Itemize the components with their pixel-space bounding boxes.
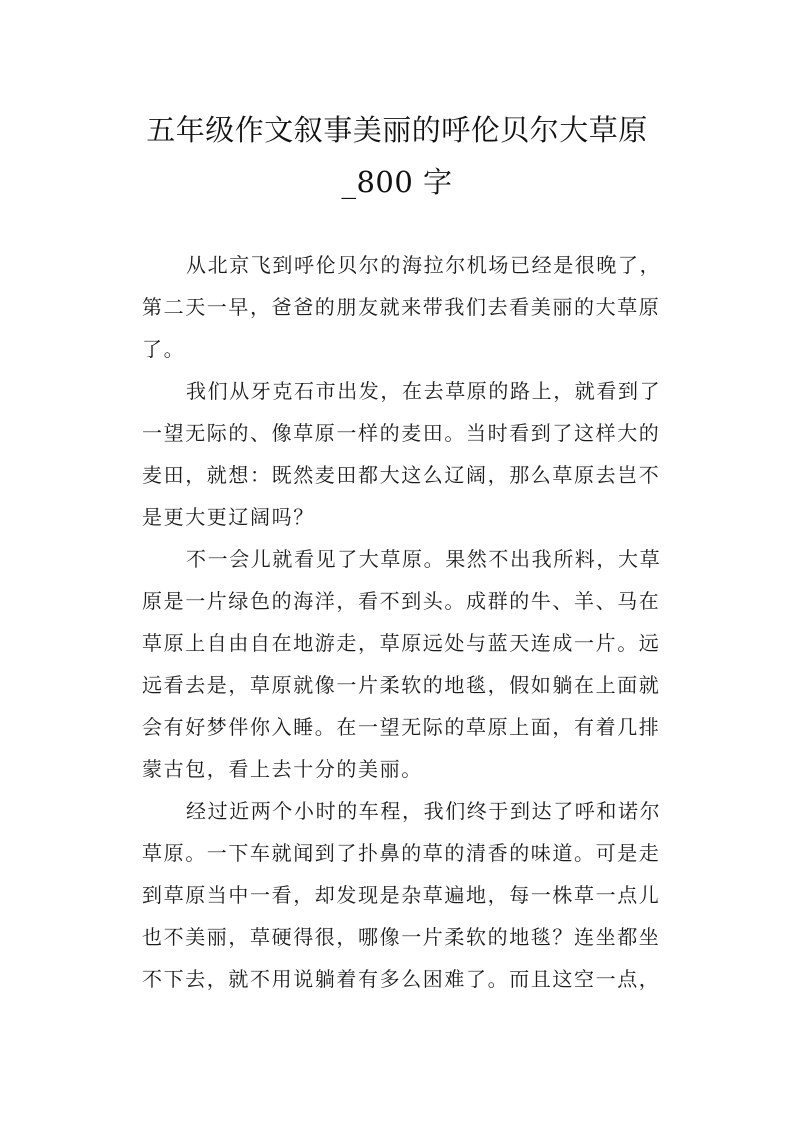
text-line: 蒙古包，看上去十分的美丽。 (142, 757, 423, 781)
text-line: 草原。一下车就闻到了扑鼻的草的清香的味道。可是走 (142, 841, 661, 865)
paragraph-4 (142, 790, 664, 1000)
text-line: 从北京飞到呼伦贝尔的海拉尔机场已经是很晚了， (186, 253, 662, 277)
text-line: 是更大更辽阔吗？ (142, 505, 315, 529)
page-title (100, 104, 694, 208)
text-line: 了。 (142, 337, 186, 361)
text-line: 不一会儿就看见了大草原。果然不出我所料，大草 (186, 547, 662, 571)
text-line: 到草原当中一看，却发现是杂草遍地，每一株草一点儿 (142, 883, 661, 907)
title-line-1: 五年级作文叙事美丽的呼伦贝尔大草原 (146, 113, 648, 147)
text-line: 原是一片绿色的海洋，看不到头。成群的牛、羊、马在 (142, 589, 661, 613)
text-line: 我们从牙克石市出发，在去草原的路上，就看到了 (186, 379, 662, 403)
paragraph-1 (142, 244, 664, 370)
text-line: 不下去，就不用说躺着有多么困难了。而且这空一点， (142, 967, 661, 991)
paragraph-3 (142, 538, 664, 790)
text-line: 也不美丽，草硬得很，哪像一片柔软的地毯？连坐都坐 (142, 925, 661, 949)
text-line: 经过近两个小时的车程，我们终于到达了呼和诺尔 (186, 799, 662, 823)
text-line: 草原上自由自在地游走，草原远处与蓝天连成一片。远 (142, 631, 661, 655)
title-line-2: _800 字 (341, 165, 453, 199)
paragraph-2 (142, 370, 664, 538)
text-line: 会有好梦伴你入睡。在一望无际的草原上面，有着几排 (142, 715, 661, 739)
text-line: 第二天一早，爸爸的朋友就来带我们去看美丽的大草原 (142, 295, 661, 319)
text-line: 远看去是，草原就像一片柔软的地毯，假如躺在上面就 (142, 673, 661, 697)
article-body (142, 244, 664, 1000)
text-line: 一望无际的、像草原一样的麦田。当时看到了这样大的 (142, 421, 661, 445)
text-line: 麦田，就想：既然麦田都大这么辽阔，那么草原去岂不 (142, 463, 661, 487)
